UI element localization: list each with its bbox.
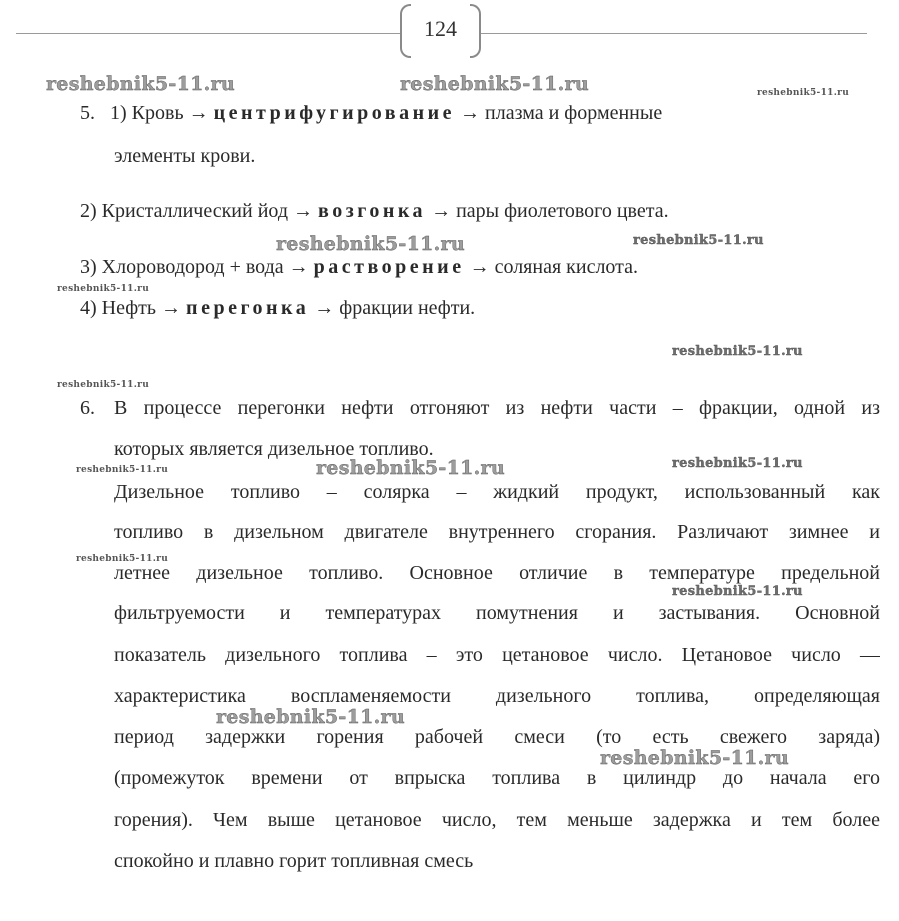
watermark: reshebnik5-11.ru [400, 73, 589, 95]
header-rule-right [481, 33, 867, 34]
task6-line-8: характеристика воспламеняемости дизельного топлива, определяющая [114, 685, 880, 707]
task5-item2 [80, 199, 669, 223]
task5-number: 5. [80, 102, 95, 124]
watermark: reshebnik5-11.ru [76, 554, 169, 564]
task5-item1-continuation: элементы крови. [114, 145, 256, 167]
watermark: reshebnik5-11.ru [316, 457, 505, 479]
item3-text: 3) Хлороводород + вода → [80, 256, 309, 278]
task6-number: 6. [80, 397, 95, 419]
task6-line-4: топливо в дизельном двигателе внутреннего сгорания. Различают зимнее и [114, 521, 880, 543]
task5-item4 [80, 296, 475, 320]
task6-line-6: фильтруемости и температурах помутнения и застывания. Основной [114, 602, 880, 624]
item3-result: → соляная кислота. [469, 256, 639, 278]
watermark: reshebnik5-11.ru [672, 584, 803, 599]
task6-line-1: В процессе перегонки нефти отгоняют из нефти части – фракции, одной из [114, 397, 880, 419]
item4-result: → фракции нефти. [314, 297, 476, 319]
watermark: reshebnik5-11.ru [276, 233, 465, 255]
task5-item3 [80, 255, 638, 279]
watermark: reshebnik5-11.ru [57, 284, 150, 294]
watermark: reshebnik5-11.ru [633, 233, 764, 248]
item3-process: растворение [313, 256, 465, 278]
task6-line-9: период задержки горения рабочей смеси (то есть свежего заряда) [114, 726, 880, 748]
watermark: reshebnik5-11.ru [76, 465, 169, 475]
item4-process: перегонка [186, 297, 310, 319]
watermark: reshebnik5-11.ru [600, 747, 789, 769]
header-rule-left [16, 33, 400, 34]
watermark: reshebnik5-11.ru [757, 88, 850, 98]
task6-line-2: которых является дизельное топливо. [114, 438, 434, 460]
watermark: reshebnik5-11.ru [672, 344, 803, 359]
item2-process: возгонка [318, 200, 427, 222]
page-number: 124 [424, 16, 457, 41]
task6-line-11: горения). Чем выше цетановое число, тем меньше задержка и тем более [114, 809, 880, 831]
item2-text: 2) Кристаллический йод → [80, 200, 314, 222]
item1-process: центрифугирование [213, 102, 456, 124]
item2-result: → пары фиолетового цвета. [431, 200, 669, 222]
watermark: reshebnik5-11.ru [672, 456, 803, 471]
page-number-frame [400, 4, 481, 58]
task5-item1 [80, 101, 662, 125]
item1-text: 1) Кровь → [110, 102, 209, 124]
task6-line-10: (промежуток времени от впрыска топлива в цилиндр до начала его [114, 767, 880, 789]
watermark: reshebnik5-11.ru [57, 380, 150, 390]
task6-line-3: Дизельное топливо – солярка – жидкий продукт, использованный как [114, 481, 880, 503]
task6-line-5: летнее дизельное топливо. Основное отличие в температуре предельной [114, 562, 880, 584]
item4-text: 4) Нефть → [80, 297, 182, 319]
task6-line-7: показатель дизельного топлива – это цетановое число. Цетановое число — [114, 644, 880, 666]
item1-result: → плазма и форменные [460, 102, 663, 124]
watermark: reshebnik5-11.ru [46, 73, 235, 95]
watermark: reshebnik5-11.ru [216, 706, 405, 728]
task6-line-12: спокойно и плавно горит топливная смесь [114, 850, 474, 872]
